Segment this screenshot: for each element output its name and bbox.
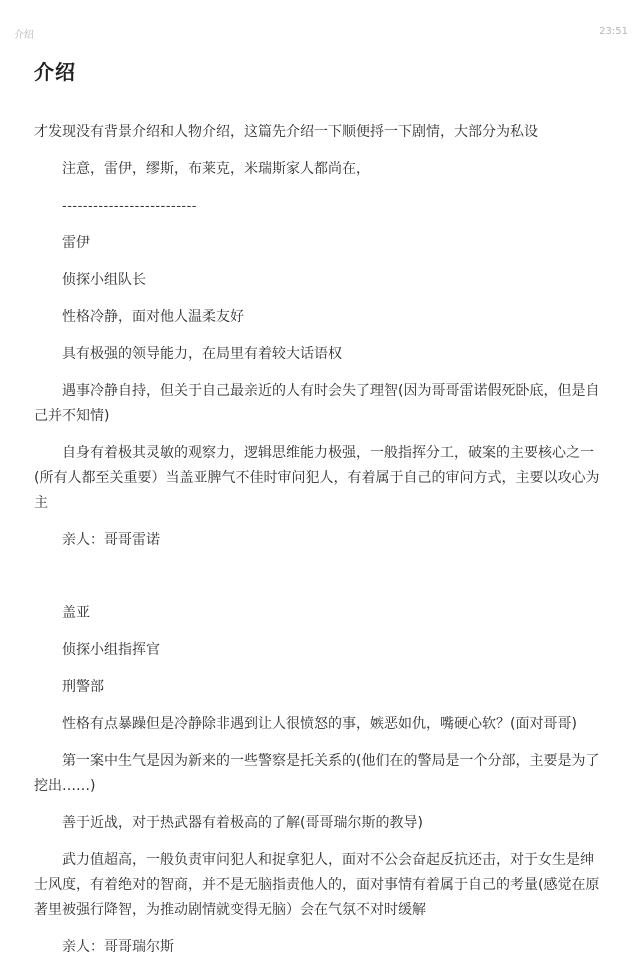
character-role: 侦探小组队长 <box>62 272 146 288</box>
article-body <box>34 120 604 972</box>
character-trait: 武力值超高，一般负责审问犯人和捉拿犯人，面对不公会奋起反抗还击，对于女生是绅士风度，有着绝对的智商，并不是无脑指责他人的，面对事情有着属于自己的考量(感觉在原著里被强行降智，为推动剧情就变得无脑）会在气氛不对时缓解 <box>34 852 600 918</box>
status-bar <box>14 26 628 40</box>
character-family: 亲人：哥哥雷诺 <box>62 532 160 548</box>
character-trait: 第一案中生气是因为新来的一些警察是托关系的(他们在的警局是一个分部，主要是为了挖出……) <box>34 753 600 794</box>
character-department: 刑警部 <box>62 679 104 695</box>
character-name-lei-yi: 雷伊 <box>62 235 90 251</box>
character-trait: 遇事冷静自持，但关于自己最亲近的人有时会失了理智(因为哥哥雷诺假死卧底，但是自己并不知情) <box>34 383 600 424</box>
section-gap <box>34 565 604 601</box>
page-title: 介绍 <box>34 60 76 84</box>
character-trait: 自身有着极其灵敏的观察力，逻辑思维能力极强，一般指挥分工，破案的主要核心之一(所有人都至关重要）当盖亚脾气不佳时审问犯人，有着属于自己的审问方式，主要以攻心为主 <box>34 445 600 511</box>
character-name-gai-ya: 盖亚 <box>62 605 90 621</box>
note-paragraph: 注意，雷伊，缪斯，布莱克，米瑞斯家人都尚在， <box>62 161 370 177</box>
character-trait: 性格有点暴躁但是冷静除非遇到让人很愤怒的事，嫉恶如仇，嘴硬心软？(面对哥哥) <box>62 716 577 732</box>
character-trait: 具有极强的领导能力，在局里有着较大话语权 <box>62 346 342 362</box>
character-role: 侦探小组指挥官 <box>62 642 160 658</box>
character-family: 亲人：哥哥瑞尔斯 <box>62 939 174 955</box>
status-bar-title: 介绍 <box>14 30 34 41</box>
text-divider: -------------------------- <box>62 199 197 214</box>
intro-paragraph: 才发现没有背景介绍和人物介绍，这篇先介绍一下顺便捋一下剧情，大部分为私设 <box>34 124 538 140</box>
character-trait: 性格冷静，面对他人温柔友好 <box>62 309 244 325</box>
status-bar-time: 23:51 <box>599 26 628 37</box>
character-trait: 善于近战，对于热武器有着极高的了解(哥哥瑞尔斯的教导) <box>62 815 423 831</box>
